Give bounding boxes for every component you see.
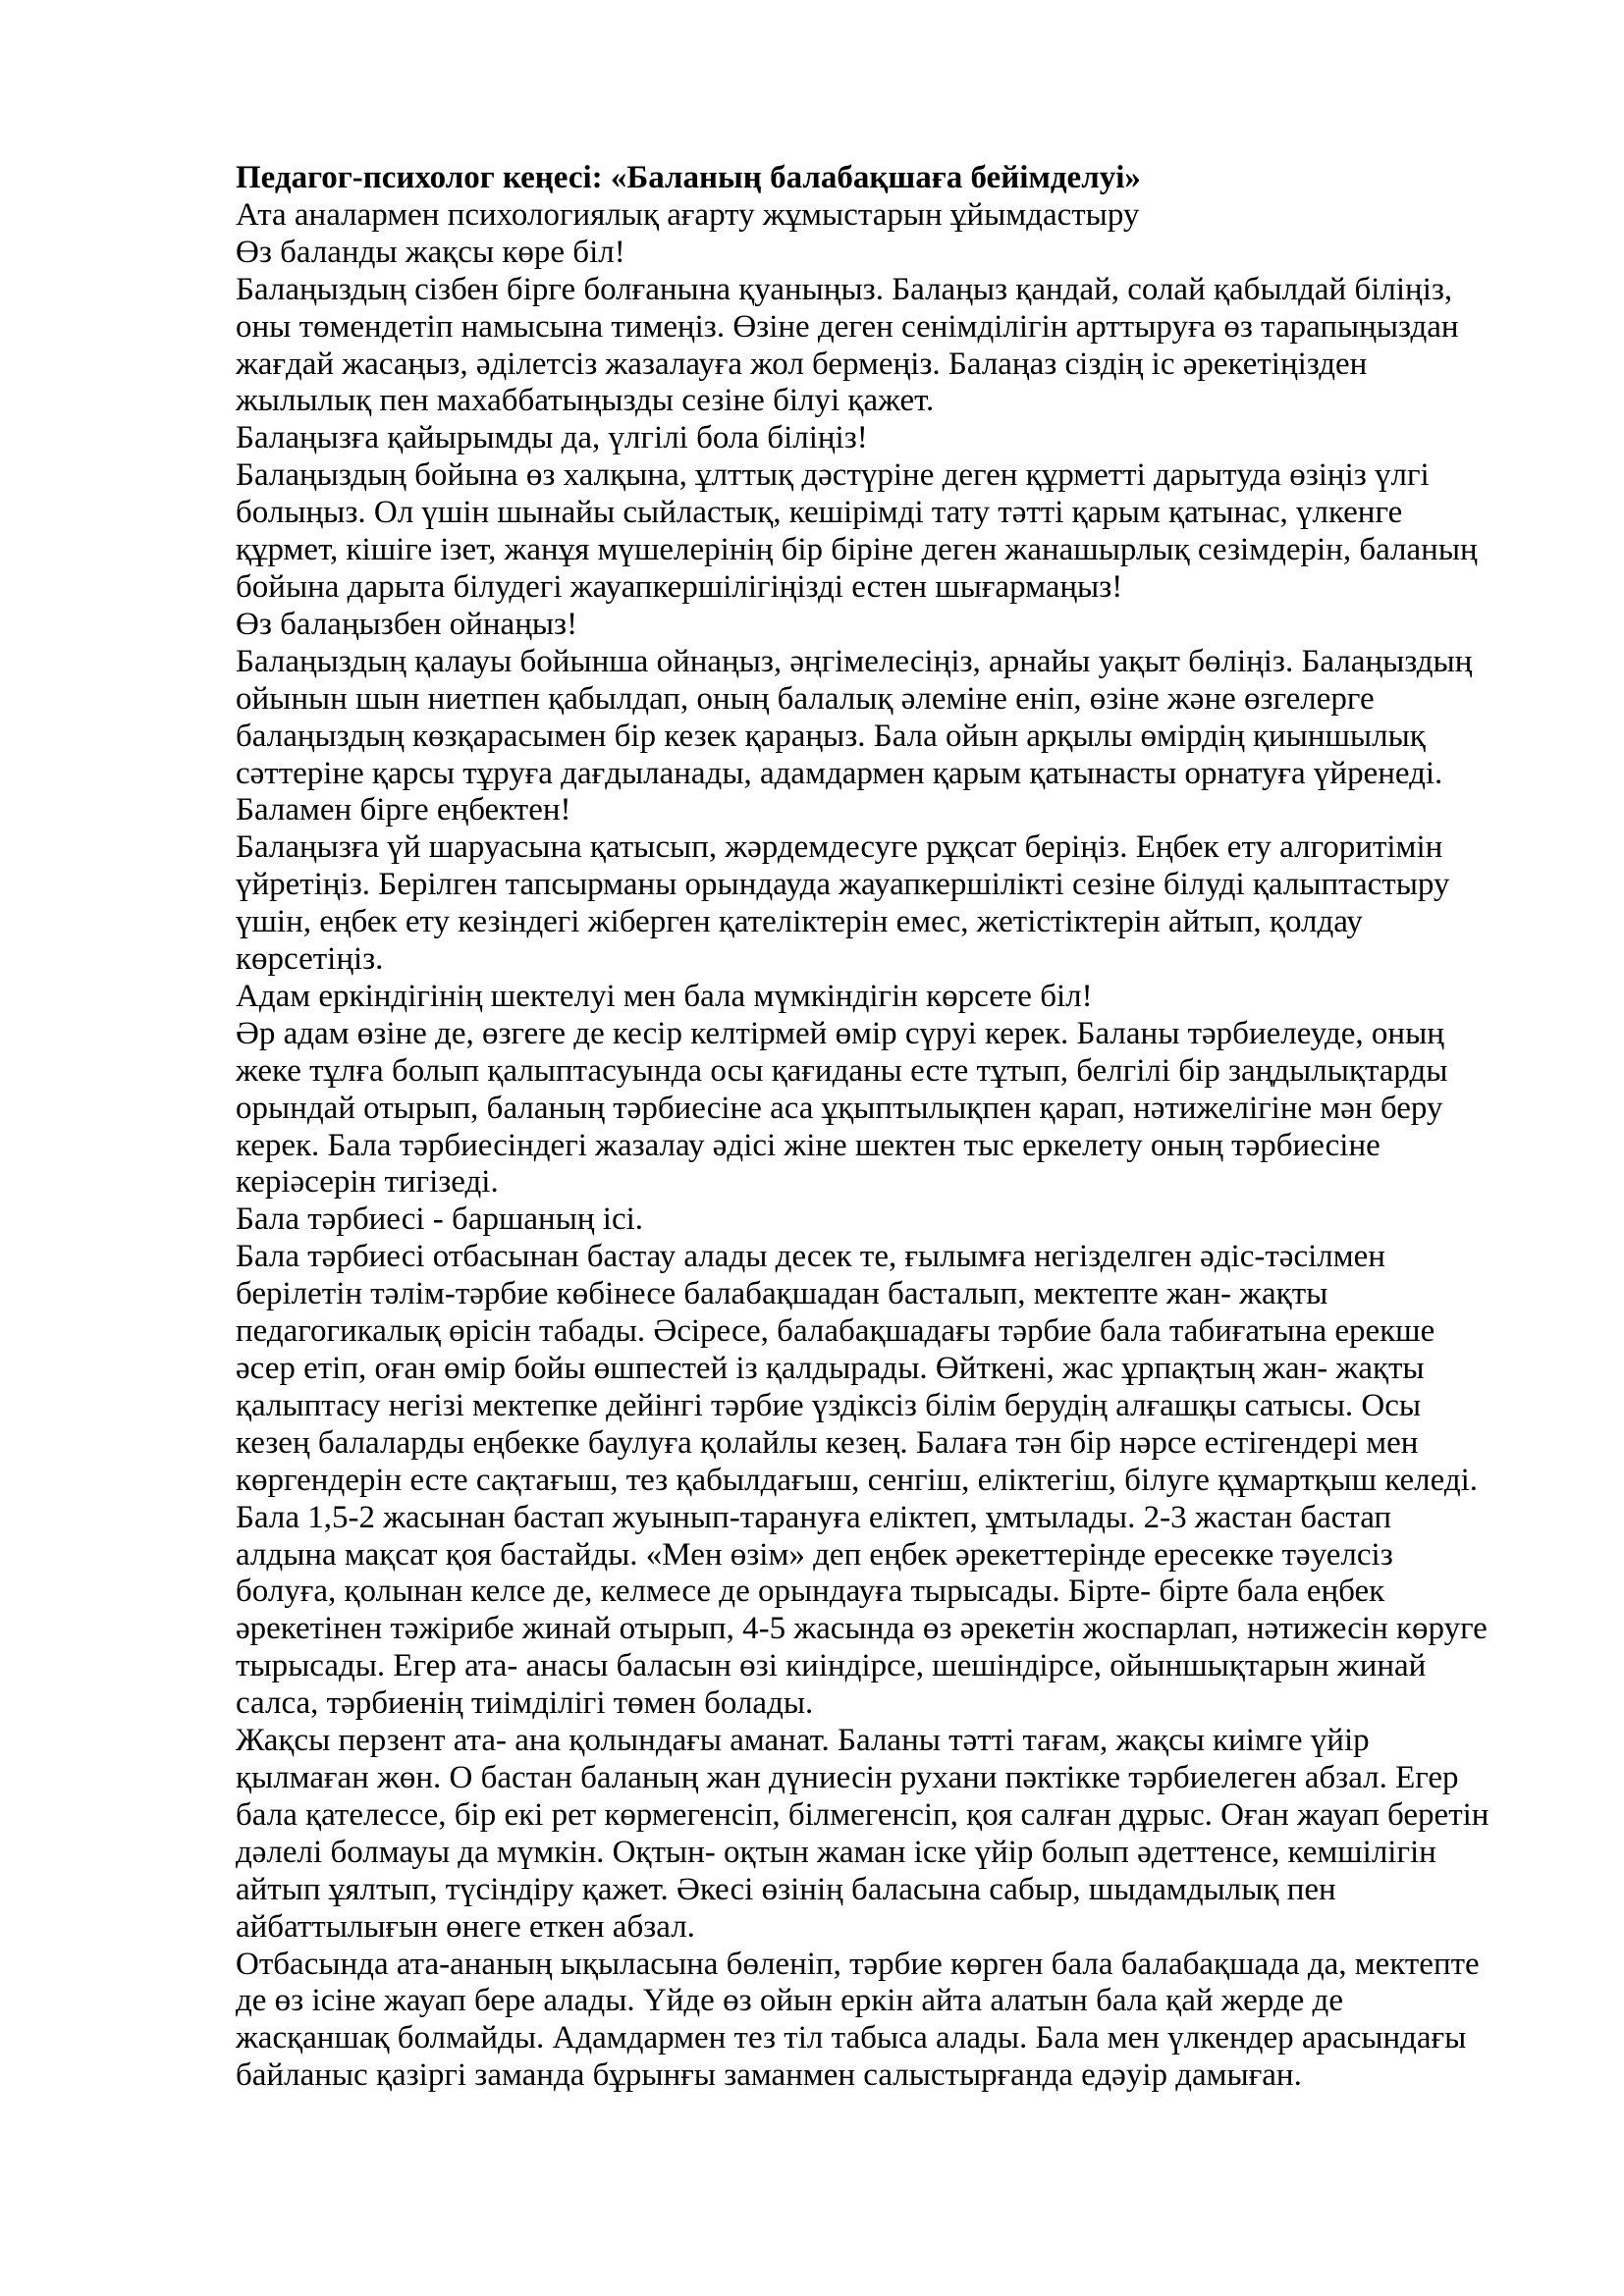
document-body <box>236 160 1542 2095</box>
text-line: болыңыз. Ол үшін шынайы сыйластық, кешірімді тату тәтті қарым қатынас, үлкенге <box>236 495 1403 531</box>
text-line: оны төмендетіп намысына тимеңіз. Өзіне деген сенімділігін арттыруға өз тарапыңыздан <box>236 308 1459 345</box>
text-line: көргендерін есте сақтағыш, тез қабылдағыш, сенгіш, еліктегіш, білуге құмартқыш келеді. <box>236 1462 1479 1498</box>
text-line: үйретіңіз. Берілген тапсырманы орындауда жауапкершілікті сезіне білуді қалыптастыру <box>236 867 1450 903</box>
text-line: байланыс қазіргі заманда бұрынғы заманмен салыстырғанда едәуір дамыған. <box>236 2057 1302 2094</box>
text-line: керек. Бала тәрбиесіндегі жазалау әдісі жіне шектен тыс еркелету оның тәрбиесіне <box>236 1127 1380 1163</box>
text-line: Балаңызға қайырымды да, үлгілі бола біліңіз! <box>236 420 868 456</box>
text-line: кезең балаларды еңбекке баулуға қолайлы кезең. Балаға тән бір нәрсе естігендері мен <box>236 1424 1419 1461</box>
text-line: Ата аналармен психологиялық ағарту жұмыстарын ұйымдастыру <box>236 196 1140 233</box>
text-line: Бала тәрбиесі - баршаның ісі. <box>236 1201 644 1238</box>
text-line: Өз баланды жақсы көре біл! <box>236 234 625 270</box>
text-line: салса, тәрбиенің тиімділігі төмен болады. <box>236 1685 814 1722</box>
text-line: құрмет, кішіге ізет, жанұя мүшелерінің бір біріне деген жанашырлық сезімдерін, баланың <box>236 532 1478 568</box>
text-line: бала қателессе, бір екі рет көрмегенсіп, білмегенсіп, қоя салған дұрыс. Оған жауап беретін <box>236 1796 1489 1833</box>
text-line: үшін, еңбек ету кезіндегі жіберген қателіктерін емес, жетістіктерін айтып, қолдау <box>236 904 1363 940</box>
text-line: Бала 1,5-2 жасынан бастап жуынып-тарануға еліктеп, ұмтылады. 2-3 жастан бастап <box>236 1499 1392 1535</box>
text-line: Баламен бірге еңбектен! <box>236 792 571 828</box>
text-line: Балаңызға үй шаруасына қатысып, жәрдемдесуге рұқсат беріңіз. Еңбек ету алгоритімін <box>236 829 1443 866</box>
text-line: болуға, қолынан келсе де, келмесе де орындауға тырысады. Бірте- бірте бала еңбек <box>236 1574 1385 1610</box>
text-line: педагогикалық өрісін табады. Әсіресе, балабақшадағы тәрбие бала табиғатына ерекше <box>236 1313 1435 1350</box>
text-line: де өз ісіне жауап бере алады. Үйде өз ойын еркін айта алатын бала қай жерде де <box>236 1983 1343 2019</box>
text-line: Бала тәрбиесі отбасынан бастау алады десек те, ғылымға негізделген әдіс-тәсілмен <box>236 1239 1385 1275</box>
text-line: бойына дарыта білудегі жауапкершілігіңізді естен шығармаңыз! <box>236 568 1123 605</box>
text-line: Адам еркіндігінің шектелуі мен бала мүмкіндігін көрсете біл! <box>236 978 1093 1014</box>
text-line: айбаттылығын өнеге еткен абзал. <box>236 1908 695 1945</box>
text-line: қылмаған жөн. О бастан баланың жан дүниесін рухани пәктікке тәрбиелеген абзал. Егер <box>236 1759 1459 1795</box>
text-line: Жақсы перзент ата- ана қолындағы аманат. Баланы тәтті тағам, жақсы киімге үйір <box>236 1723 1370 1759</box>
text-line: Балаңыздың қалауы бойынша ойнаңыз, әңгімелесіңіз, арнайы уақыт бөліңіз. Балаңыздың <box>236 643 1473 679</box>
text-line: сәттеріне қарсы тұруға дағдыланады, адамдармен қарым қатынасты орнатуға үйренеді. <box>236 755 1443 791</box>
text-line: қалыптасу негізі мектепке дейінгі тәрбие үздіксіз білім берудің алғашқы сатысы. Осы <box>236 1387 1422 1423</box>
text-line: орындай отырып, баланың тәрбиесіне аса ұқыптылықпен қарап, нәтижелігіне мән беру <box>236 1090 1443 1126</box>
text-line: Балаңыздың бойына өз халқына, ұлттық дәстүріне деген құрметті дарытуда өзіңіз үлгі <box>236 457 1430 494</box>
text-line: Әр адам өзіне де, өзгеге де кесір келтірмей өмір сүруі керек. Баланы тәрбиелеуде, оның <box>236 1015 1444 1051</box>
text-line: жылылық пен махаббатыңызды сезіне білуі қажет. <box>236 383 935 419</box>
document-title: Педагог-психолог кеңесі: «Баланың балабақшаға бейімделуі» <box>236 160 1141 195</box>
text-line: балаңыздың көзқарасымен бір кезек қараңыз. Бала ойын арқылы өмірдің қиыншылық <box>236 718 1426 754</box>
text-line: жеке тұлға болып қалыптасуында осы қағиданы есте тұтып, белгілі бір заңдылықтарды <box>236 1052 1448 1089</box>
text-line: көрсетіңіз. <box>236 941 384 978</box>
text-line: алдына мақсат қоя бастайды. «Мен өзім» деп еңбек әрекеттерінде ересекке тәуелсіз <box>236 1536 1393 1573</box>
text-line: керіәсерін тигізеді. <box>236 1164 499 1201</box>
text-line: әрекетінен тәжірибе жинай отырып, 4-5 жасында өз әрекетін жоспарлап, нәтижесін көруге <box>236 1611 1488 1647</box>
text-line: Өз балаңызбен ойнаңыз! <box>236 606 578 642</box>
text-line: Отбасында ата-ананың ықыласына бөленіп, тәрбие көрген бала балабақшада да, мектепте <box>236 1946 1480 1982</box>
text-line: ойынын шын ниетпен қабылдап, оның балалық әлеміне еніп, өзіне және өзгелерге <box>236 680 1375 717</box>
text-line: тырысады. Егер ата- анасы баласын өзі киіндірсе, шешіндірсе, ойыншықтарын жинай <box>236 1648 1427 1684</box>
text-line: жағдай жасаңыз, әділетсіз жазалауға жол бермеңіз. Балаңаз сіздің іс әрекетіңізден <box>236 346 1368 382</box>
text-line: айтып ұялтып, түсіндіру қажет. Әкесі өзінің баласына сабыр, шыдамдылық пен <box>236 1871 1336 1907</box>
text-line: Балаңыздың сізбен бірге болғанына қуаныңыз. Балаңыз қандай, солай қабылдай біліңіз, <box>236 271 1453 307</box>
text-line: әсер етіп, оған өмір бойы өшпестей із қалдырады. Өйткені, жас ұрпақтың жан- жақты <box>236 1351 1425 1386</box>
text-line: дәлелі болмауы да мүмкін. Оқтын- оқтын жаман іске үйір болып әдеттенсе, кемшілігін <box>236 1834 1436 1870</box>
text-line: жасқаншақ болмайды. Адамдармен тез тіл табыса алады. Бала мен үлкендер арасындағы <box>236 2020 1467 2056</box>
text-line: берілетін тәлім-тәрбие көбінесе балабақшадан басталып, мектепте жан- жақты <box>236 1276 1328 1312</box>
